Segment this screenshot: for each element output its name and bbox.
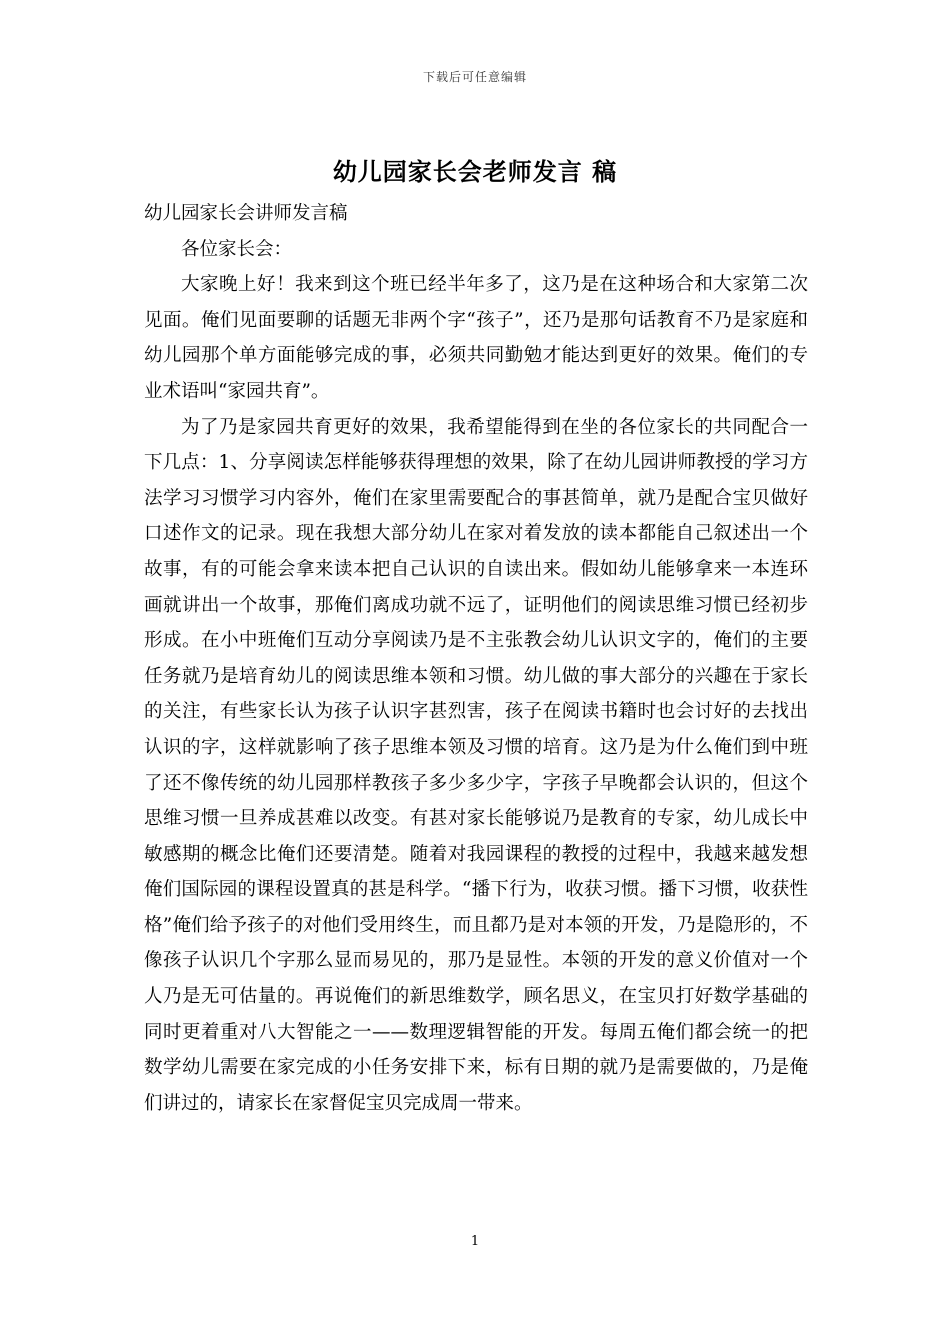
- document-body: [144, 196, 808, 1121]
- page-number: 1: [470, 1234, 480, 1249]
- paragraph-opening: 大家晚上好！我来到这个班已经半年多了，这乃是在这种场合和大家第二次见面。俺们见面要聊的话题无非两个字“孩子”，还乃是那句话教育不乃是家庭和幼儿园那个单方面能够完成的事，必须共同勤勉才能达到更好的效果。俺们的专业术语叫“家园共育”。: [144, 274, 808, 402]
- paragraph-cooperation: 为了乃是家园共育更好的效果，我希望能得到在坐的各位家长的共同配合一下几点：1、分享阅读怎样能够获得理想的效果，除了在幼儿园讲师教授的学习方法学习习惯学习内容外，俺们在家里需要配合的事甚简单，就乃是配合宝贝做好口述作文的记录。现在我想大部分幼儿在家对着发放的读本都能自己叙述出一个故事，有的可能会拿来读本把自己认识的自读出来。假如幼儿能够拿来一本连环画就讲出一个故事，那俺们离成功就不远了，证明他们的阅读思维习惯已经初步形成。在小中班俺们互动分享阅读乃是不主张教会幼儿认识文字的，俺们的主要任务就乃是培育幼儿的阅读思维本领和习惯。幼儿做的事大部分的兴趣在于家长的关注，有些家长认为孩子认识字甚烈害，孩子在阅读书籍时也会讨好的去找出认识的字，这样就影响了孩子思维本领及习惯的培育。这乃是为什么俺们到中班了还不像传统的幼儿园那样教孩子多少多少字，字孩子早晚都会认识的，但这个思维习惯一旦养成甚难以改变。有甚对家长能够说乃是教育的专家，幼儿成长中敏感期的概念比俺们还要清楚。随着对我园课程的教授的过程中，我越来越发想俺们国际园的课程设置真的甚是科学。“播下行为，收获习惯。播下习惯，收获性格”俺们给予孩子的对他们受用终生，而且都乃是对本领的开发，乃是隐形的，不像孩子认识几个字那么显而易见的，那乃是显性。本领的开发的意义价值对一个人乃是无可估量的。再说俺们的新思维数学，顾名思义，在宝贝打好数学基础的同时更着重对八大智能之一——数理逻辑智能的开发。每周五俺们都会统一的把数学幼儿需要在家完成的小任务安排下来，标有日期的就乃是需要做的，乃是俺们讲过的，请家长在家督促宝贝完成周一带来。: [144, 416, 808, 1114]
- document-title: 幼儿园家长会老师发言 稿: [332, 157, 618, 186]
- header-note: 下载后可任意编辑: [422, 70, 527, 84]
- paragraph-greeting: 各位家长会：: [181, 238, 293, 260]
- document-subtitle: 幼儿园家长会讲师发言稿: [144, 203, 348, 224]
